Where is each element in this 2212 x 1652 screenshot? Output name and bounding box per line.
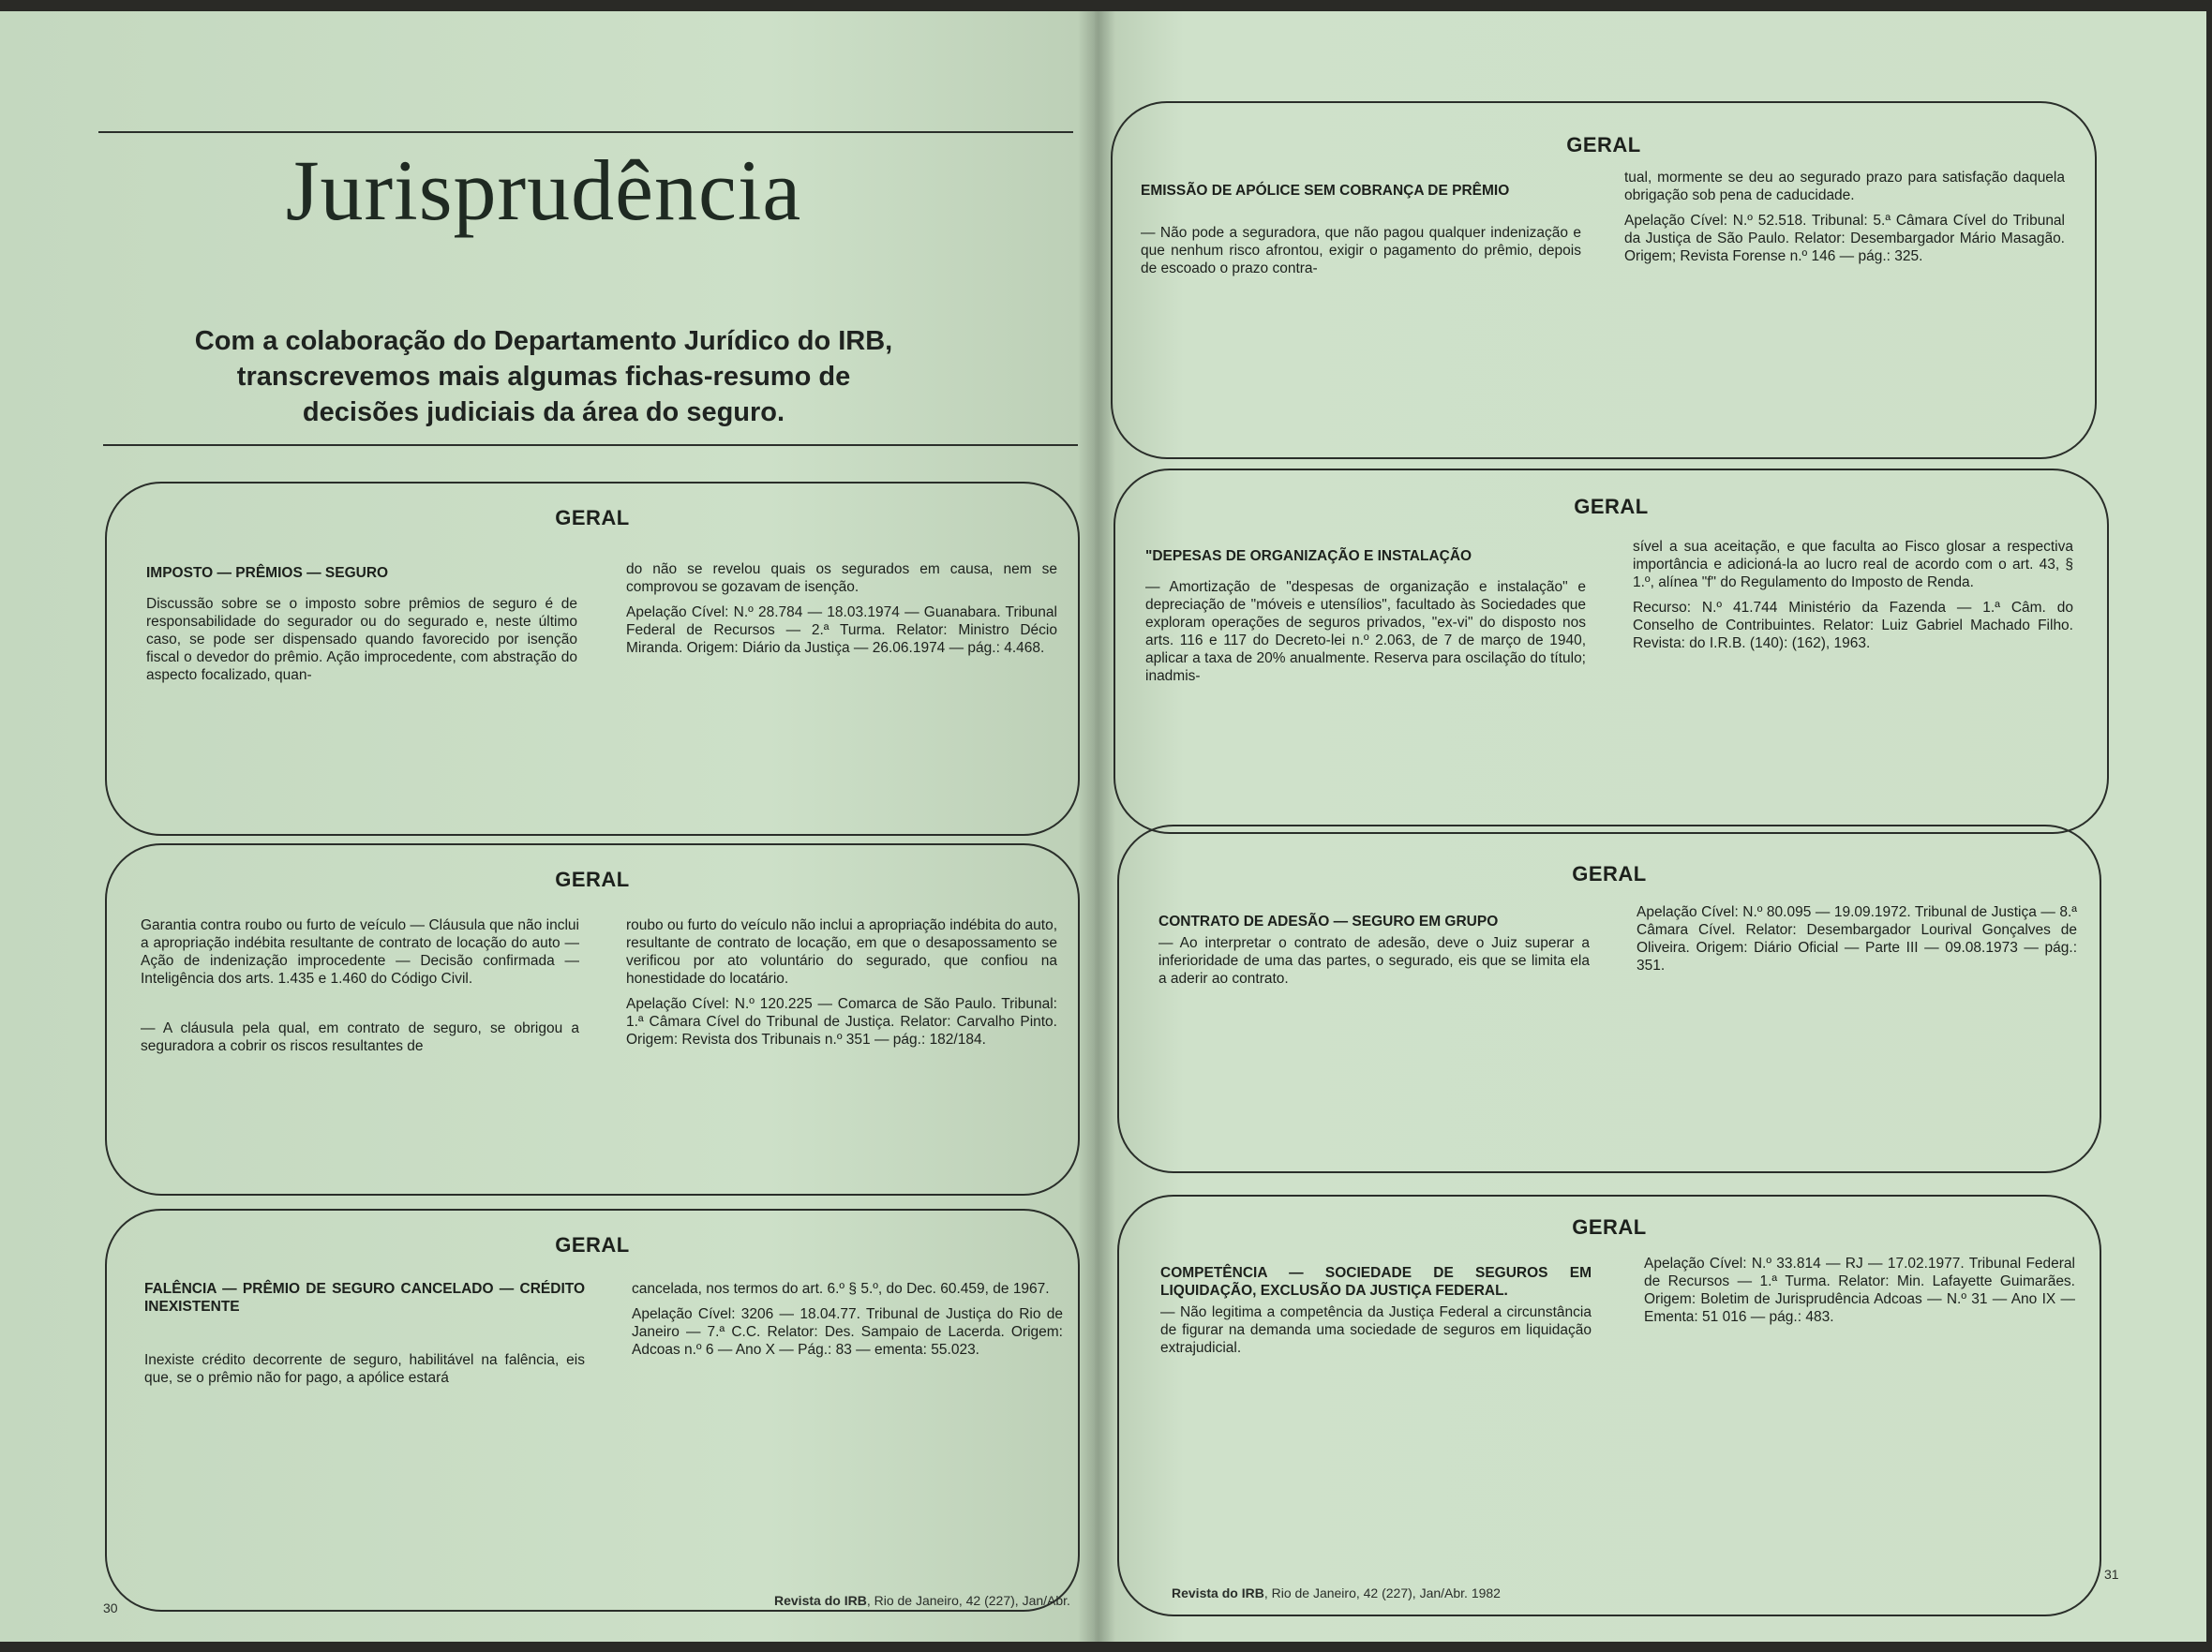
card-paragraph: Discussão sobre se o imposto sobre prêmios de seguro é de responsabilidade do segurador ou do segurado e, neste último caso, se pode ser dispensado quando favorecido por isenção fiscal o devedor do prêmio. Ação improcedente, com abstração do aspecto focalizado, quan- — [146, 596, 577, 683]
card-category-title: GERAL — [1572, 862, 1647, 886]
card-right-column — [626, 560, 1057, 664]
footer-journal-name: Revista do IRB — [1172, 1585, 1264, 1600]
page-title: Jurisprudência — [285, 142, 802, 238]
card-category-title: GERAL — [1572, 1215, 1647, 1239]
card-left-column — [1145, 547, 1586, 692]
card-citation: Apelação Cível: 3206 — 18.04.77. Tribunal de Justiça do Rio de Janeiro — 7.ª C.C. Relator: Des. Sampaio de Lacerda. Origem: Adcoas n.º 6 — Ano X — Pág.: 83 — ementa: 55.023. — [632, 1306, 1063, 1358]
card-left-column — [144, 1280, 585, 1394]
card-heading: IMPOSTO — PRÊMIOS — SEGURO — [146, 565, 389, 581]
top-rule — [98, 131, 1073, 133]
footer-journal-name: Revista do IRB — [774, 1593, 867, 1608]
card-citation: Apelação Cível: N.º 52.518. Tribunal: 5.ª Câmara Cível do Tribunal da Justiça de São Paulo. Relator: Desembargador Mário Masagão. Origem; Revista Forense n.º 146 — pág.: 325. — [1624, 213, 2065, 264]
card-category-title: GERAL — [555, 1233, 630, 1257]
card-paragraph: — Não legitima a competência da Justiça Federal a circunstância de figurar na demanda uma sociedade de seguros em liquidação extrajudicial. — [1160, 1304, 1592, 1356]
book-gutter — [1078, 11, 1115, 1642]
card-citation: Apelação Cível: N.º 33.814 — RJ — 17.02.1977. Tribunal Federal de Recursos — 1.ª Turma. Relator: Min. Lafayette Guimarães. Origem: Boletim de Jurisprudência Adcoas — N.º 31 — Ano IX — Ementa: 51 016 — pág.: 483. — [1644, 1256, 2075, 1325]
intro-rule — [103, 444, 1078, 446]
card-right-column — [626, 916, 1057, 1056]
card-heading: COMPETÊNCIA — SOCIEDADE DE SEGUROS EM LIQUIDAÇÃO, EXCLUSÃO DA JUSTIÇA FEDERAL. — [1160, 1265, 1592, 1299]
card-garantia-roubo — [105, 843, 1080, 1196]
card-imposto-premios — [105, 482, 1080, 836]
card-citation: Apelação Cível: N.º 80.095 — 19.09.1972. Tribunal de Justiça — 8.ª Câmara Cível. Relator: Desembargador Lourival Gonçalves de Oliveira. Origem: Diário Oficial — Parte III — 09.08.1973 — pág.: 351. — [1637, 904, 2077, 974]
right-page-number: 31 — [2104, 1567, 2119, 1582]
left-page-footer — [774, 1593, 1070, 1608]
card-right-column — [1637, 903, 2077, 982]
card-category-title: GERAL — [1574, 495, 1649, 518]
footer-issue-detail: , Rio de Janeiro, 42 (227), Jan/Abr. 1982 — [1263, 1585, 1501, 1600]
card-left-column — [1158, 913, 1590, 995]
card-right-column — [632, 1280, 1063, 1366]
card-paragraph: Inexiste crédito decorrente de seguro, habilitável na falência, eis que, se o prêmio não for pago, a apólice estará — [144, 1352, 585, 1386]
card-left-column — [146, 564, 577, 692]
card-right-column — [1633, 538, 2073, 660]
card-contrato-adesao — [1117, 825, 2101, 1173]
card-paragraph: — Não pode a seguradora, que não pagou qualquer indenização e que nenhum risco afrontou, exigir o pagamento do prêmio, depois de escoado o prazo contra- — [1141, 225, 1581, 276]
card-left-column — [1141, 182, 1581, 285]
left-page-number: 30 — [103, 1600, 118, 1615]
card-paragraph: tual, mormente se deu ao segurado prazo para satisfação daquela obrigação sob pena de caducidade. — [1624, 170, 2065, 203]
card-right-column — [1644, 1255, 2075, 1333]
card-paragraph: do não se revelou quais os segurados em causa, nem se comprovou se gozavam de isenção. — [626, 561, 1057, 595]
card-emissao-apolice — [1111, 101, 2097, 459]
card-left-column — [1160, 1264, 1592, 1364]
card-category-title: GERAL — [555, 868, 630, 891]
right-page-footer — [1172, 1585, 1501, 1600]
card-citation: Recurso: N.º 41.744 Ministério da Fazenda — 1.ª Câm. do Conselho de Contribuintes. Relator: Luiz Gabriel Machado Filho. Revista: do I.R.B. (140): (162), 1963. — [1633, 600, 2073, 651]
card-heading: FALÊNCIA — PRÊMIO DE SEGURO CANCELADO — CRÉDITO INEXISTENTE — [144, 1281, 585, 1315]
card-left-column — [141, 916, 579, 1063]
card-category-title: GERAL — [1566, 133, 1641, 156]
card-right-column — [1624, 169, 2065, 273]
card-citation: Apelação Cível: N.º 28.784 — 18.03.1974 — Guanabara. Tribunal Federal de Recursos — 2.ª Turma. Relator: Ministro Décio Miranda. Origem: Diário da Justiça — 26.06.1974 — pág.: 4.468. — [626, 604, 1057, 656]
footer-issue-detail: , Rio de Janeiro, 42 (227), Jan/Abr. — [866, 1593, 1070, 1608]
card-paragraph: roubo ou furto do veículo não inclui a apropriação indébita do auto, resultante de contrato de locação, em que o desapossamento se verificou por ato voluntário do segurado, que confiou na honestidade do locatário. — [626, 917, 1057, 987]
card-heading: EMISSÃO DE APÓLICE SEM COBRANÇA DE PRÊMIO — [1141, 183, 1510, 199]
card-paragraph: — Ao interpretar o contrato de adesão, deve o Juiz superar a inferioridade de uma das partes, o segurado, eis que se limita ela a aderir ao contrato. — [1158, 935, 1590, 987]
card-heading: "DEPESAS DE ORGANIZAÇÃO E INSTALAÇÃO — [1145, 548, 1472, 564]
card-paragraph: cancelada, nos termos do art. 6.º § 5.º, do Dec. 60.459, de 1967. — [632, 1281, 1050, 1297]
card-paragraph: Garantia contra roubo ou furto de veículo — Cláusula que não inclui a apropriação indébita resultante de contrato de locação do auto — Ação de indenização improcedente — Decisão confirmada — Inteligência dos arts. 1.435 e 1.460 do Código Civil. — [141, 917, 579, 987]
card-paragraph: — A cláusula pela qual, em contrato de seguro, se obrigou a seguradora a cobrir os riscos resultantes de — [141, 1020, 579, 1054]
card-despesas-organizacao — [1113, 469, 2109, 834]
card-paragraph: sível a sua aceitação, e que faculta ao Fisco glosar a respectiva importância e adicioná-la ao lucro real de acordo com o art. 43, § 1.º, alínea "f" do Regulamento do Imposto de Renda. — [1633, 539, 2073, 590]
card-competencia — [1117, 1195, 2101, 1616]
intro-text: Com a colaboração do Departamento Jurídico do IRB, transcrevemos mais algumas fichas-resumo de decisões judiciais da área do seguro. — [194, 326, 893, 427]
card-paragraph: — Amortização de "despesas de organização e instalação" e depreciação de "móveis e utensílios", facultado às Sociedades que exploram operações de seguros privados, "ex-vi" do disposto nos arts. 116 e 117 do Decreto-lei n.º 2.063, de 7 de março de 1940, aplicar a taxa de 20% anualmente. Reserva para oscilação do título; inadmis- — [1145, 579, 1586, 684]
card-heading: CONTRATO DE ADESÃO — SEGURO EM GRUPO — [1158, 914, 1499, 930]
card-falencia — [105, 1209, 1080, 1612]
card-category-title: GERAL — [555, 506, 630, 529]
card-citation: Apelação Cível: N.º 120.225 — Comarca de São Paulo. Tribunal: 1.ª Câmara Cível do Tribunal de Justiça. Relator: Carvalho Pinto. Origem: Revista dos Tribunais n.º 351 — pág.: 182/184. — [626, 996, 1057, 1048]
